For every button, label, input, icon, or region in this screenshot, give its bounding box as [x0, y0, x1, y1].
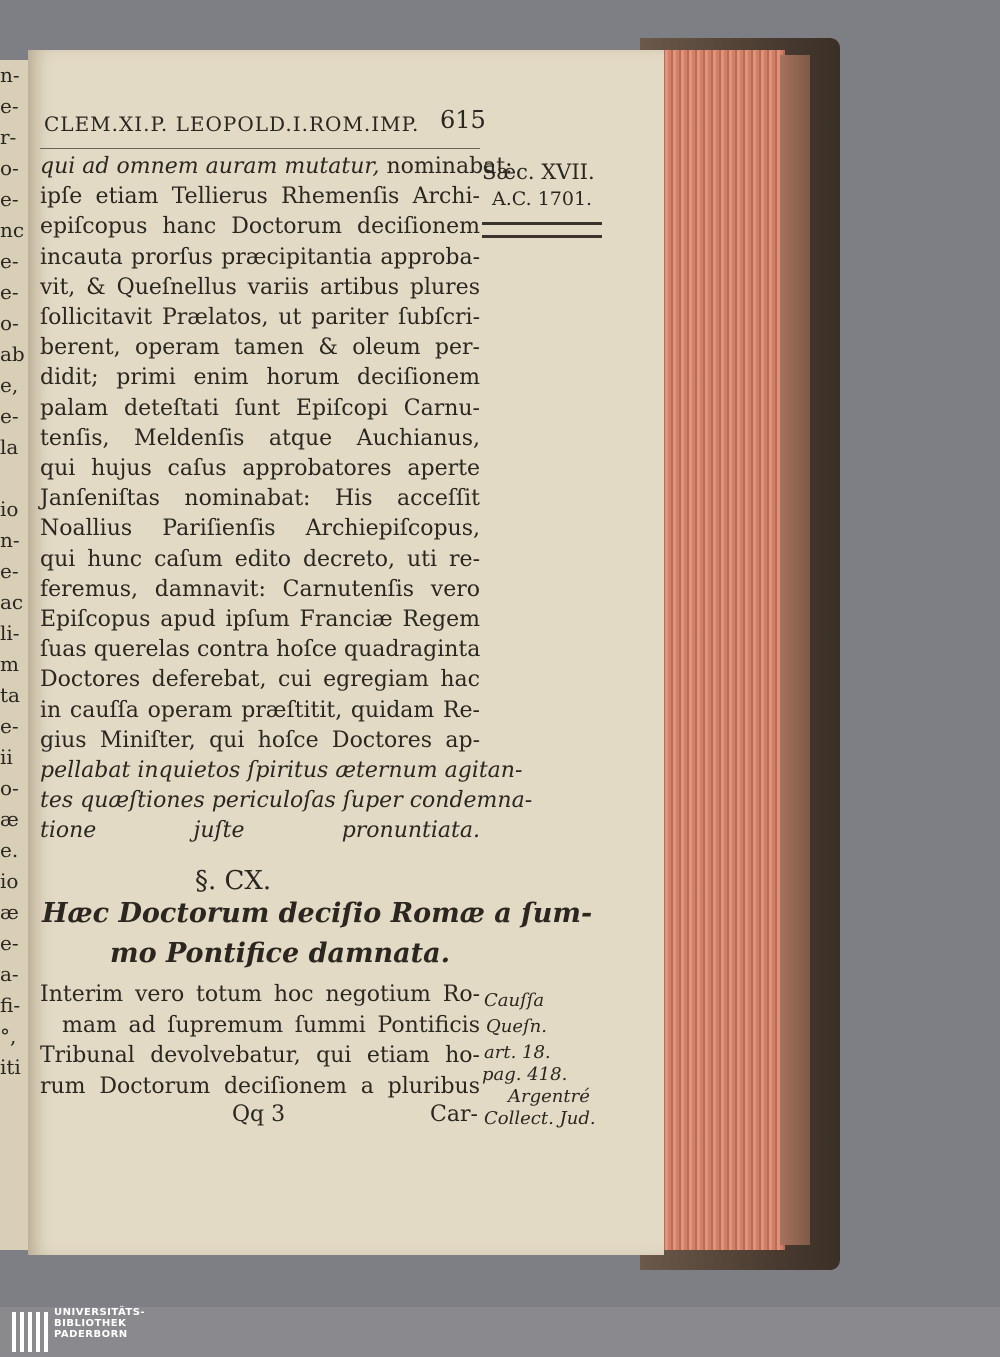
text-line-part: vit, & Queſnellus variis artibus plures — [40, 274, 480, 300]
left-margin-fragment: e- — [0, 404, 19, 428]
text-line — [40, 575, 480, 605]
left-margin-fragment: ta — [0, 683, 20, 707]
text-line-part: incauta prorſus præcipitantia approba- — [40, 244, 480, 270]
library-name-line-2: BIBLIOTHEK — [54, 1318, 127, 1329]
left-margin-fragment: iti — [0, 1055, 21, 1079]
text-line — [40, 394, 480, 424]
left-margin-fragment: n- — [0, 63, 20, 87]
left-margin-fragment: o- — [0, 776, 19, 800]
library-name-line-1: UNIVERSITÄTS- — [54, 1307, 146, 1318]
section-mark: §. CX. — [195, 866, 272, 896]
text-line — [40, 243, 480, 273]
text-line — [40, 726, 480, 756]
section-title-line-1: Hæc Doctorum deciſio Romæ a ſum- — [42, 898, 593, 929]
section-title-line-2: mo Pontifice damnata. — [110, 938, 451, 969]
text-line-part: ſollicitavit Prælatos, ut pariter ſubſcri- — [40, 305, 480, 330]
running-head: CLEM.XI.P. LEOPOLD.I.ROM.IMP. — [44, 112, 420, 136]
left-margin-fragment: nc — [0, 218, 25, 242]
text-line-part: palam deteſtati ſunt Epiſcopi Carnu- — [40, 395, 480, 421]
left-margin-fragment: e- — [0, 559, 19, 583]
margin-note-ref6: Collect. Jud. — [484, 1108, 596, 1129]
text-line-part: didit; primi enim horum deciſionem — [40, 365, 480, 391]
left-margin-fragment: o- — [0, 156, 19, 180]
left-margin-fragments — [0, 60, 28, 1083]
text-line — [40, 756, 523, 786]
text-line — [40, 514, 480, 544]
text-line-part: epiſcopus hanc Doctorum deciſionem — [40, 214, 480, 240]
left-margin-fragment: e- — [0, 187, 19, 211]
margin-note-ref5: Argentré — [508, 1086, 590, 1107]
text-line — [40, 635, 480, 665]
text-line-part: ipſe etiam Tellierus Rhemenſis Archi- — [40, 184, 480, 210]
left-margin-fragment: ac — [0, 590, 24, 614]
text-line-part: tes quæſtiones periculoſas ſuper condemna- — [40, 788, 533, 814]
left-margin-fragment: o- — [0, 311, 19, 335]
text-line — [40, 424, 480, 454]
text-line — [40, 273, 480, 303]
text-line-part: Noallius Pariſienſis Archiepiſcopus, — [40, 516, 480, 542]
text-line — [40, 816, 480, 846]
text-line-part: Janſeniſtas nominabat: His acceſſit — [40, 486, 480, 512]
left-margin-fragment: r- — [0, 125, 17, 149]
left-margin-fragment: li- — [0, 621, 20, 645]
left-margin-fragment: ab — [0, 342, 25, 366]
left-margin-fragment: n- — [0, 528, 20, 552]
section-text-line: mam ad ſupremum ſummi Pontificis — [62, 1012, 480, 1038]
text-line — [40, 303, 480, 333]
text-line — [40, 182, 480, 212]
library-logo-icon — [12, 1312, 48, 1352]
section-text-line: rum Doctorum deciſionem a pluribus — [40, 1073, 480, 1099]
text-line-part: pellabat — [40, 758, 131, 783]
text-line-part: berent, operam tamen & oleum per- — [40, 335, 480, 361]
left-margin-fragment: °, — [0, 1024, 17, 1048]
signature-mark: Qq 3 — [232, 1102, 286, 1127]
catchword: Car- — [430, 1102, 478, 1127]
section-text-line: Tribunal devolvebatur, qui etiam ho- — [40, 1043, 480, 1068]
left-margin-fragment: io — [0, 497, 19, 521]
header-rule — [40, 148, 480, 149]
page-number: 615 — [440, 106, 486, 134]
left-margin-fragment: æ — [0, 900, 19, 924]
text-line — [40, 786, 533, 816]
text-line — [40, 484, 480, 514]
left-margin-fragment: e- — [0, 249, 19, 273]
left-page — [0, 60, 30, 1250]
text-line — [40, 545, 480, 575]
left-margin-fragment: fi- — [0, 993, 21, 1017]
left-margin-fragment: e- — [0, 280, 19, 304]
section-text-line: Interim vero totum hoc negotium Ro- — [40, 982, 480, 1007]
text-line-part: nominabat: — [386, 154, 513, 179]
text-line — [40, 363, 480, 393]
left-margin-fragment: io — [0, 869, 19, 893]
margin-note-ref4: pag. 418. — [482, 1064, 568, 1085]
margin-note-ref1: Cauſſa — [484, 990, 545, 1011]
left-margin-fragment: e, — [0, 373, 19, 397]
text-line-part: feremus, damnavit: Carnutenſis vero — [40, 576, 480, 602]
margin-note-year: A.C. 1701. — [492, 188, 593, 210]
left-margin-fragment: m — [0, 652, 19, 676]
left-margin-fragment: e. — [0, 838, 19, 862]
text-line-part: Doctores deferebat, cui egregiam hac — [40, 667, 480, 693]
text-line-part: in cauſſa operam præſtitit, quidam Re- — [40, 697, 480, 723]
page-edge — [660, 50, 785, 1250]
text-line — [40, 696, 480, 726]
margin-note-saec: Sæc. XVII. — [482, 160, 595, 184]
left-margin-fragment: e- — [0, 94, 19, 118]
left-margin-fragment: e- — [0, 931, 19, 955]
library-name-line-3: PADERBORN — [54, 1329, 128, 1340]
left-margin-fragment — [0, 463, 28, 494]
text-line — [40, 152, 513, 182]
text-line-part: qui hujus caſus approbatores aperte — [40, 456, 480, 481]
text-line-part: qui ad omnem auram mutatur, — [40, 154, 380, 179]
text-line-part: gius Miniſter, qui hoſce Doctores ap- — [40, 727, 480, 753]
text-line-part: ſuas querelas contra hoſce quadraginta — [40, 637, 481, 663]
text-line — [40, 665, 480, 695]
left-margin-fragment: la — [0, 435, 19, 459]
text-line-part: inquietos ſpiritus æternum agitan- — [137, 758, 523, 783]
footer-bar — [0, 1307, 1000, 1357]
text-line-part: tione juſte pronuntiata. — [40, 818, 480, 844]
margin-note-ref2: Queſn. — [486, 1016, 547, 1037]
left-margin-fragment: æ — [0, 807, 19, 831]
text-line — [40, 333, 480, 363]
text-line — [40, 605, 480, 635]
text-line-part: Epiſcopus apud ipſum Franciæ Regem — [40, 607, 480, 632]
left-margin-fragment: a- — [0, 962, 19, 986]
left-margin-fragment: e- — [0, 714, 19, 738]
text-line-part: qui hunc caſum edito decreto, uti re- — [40, 546, 480, 572]
text-line-part: tenſis, Meldenſis atque Auchianus, — [40, 425, 480, 451]
left-margin-fragment: ii — [0, 745, 13, 769]
text-line — [40, 454, 480, 484]
margin-double-rule — [482, 222, 602, 238]
margin-note-ref3: art. 18. — [484, 1042, 551, 1063]
page-edge-shade — [780, 55, 810, 1245]
library-name — [54, 1307, 145, 1340]
text-line — [40, 212, 480, 242]
